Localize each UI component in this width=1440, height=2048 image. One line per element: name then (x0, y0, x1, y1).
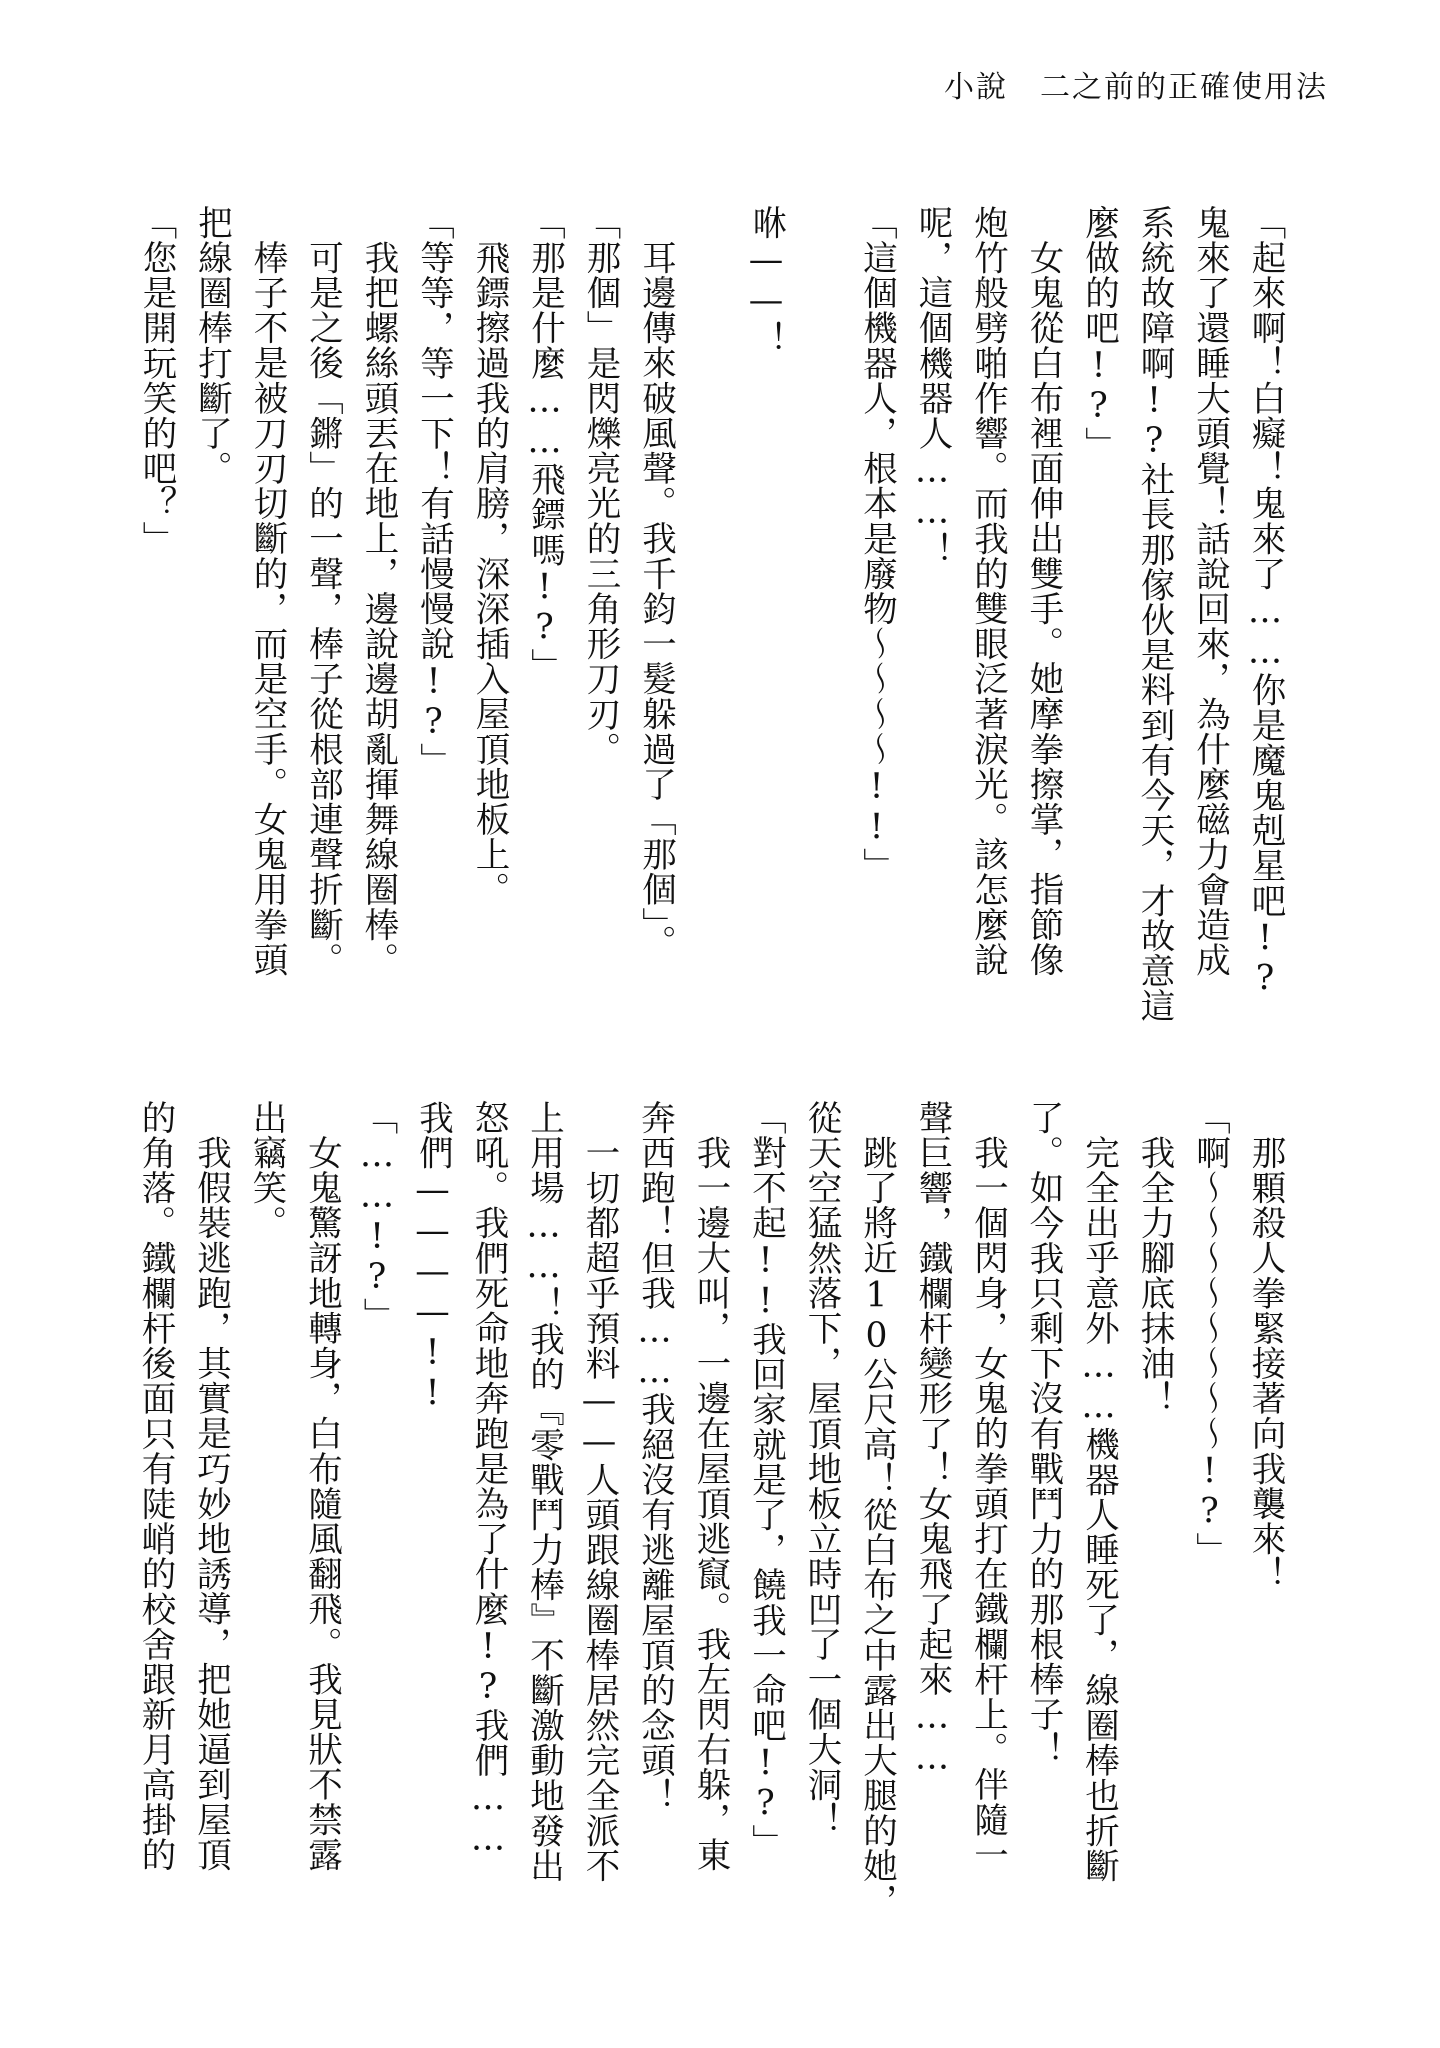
text-column: 從天空猛然落下，屋頂地板立時凹了一個大洞！ (801, 1100, 841, 1838)
text-column: 我把螺絲頭丟在地上，邊說邊胡亂揮舞線圈棒。 (358, 240, 398, 978)
text-column: 聲巨響，鐵欄杆變形了！女鬼飛了起來…… (912, 1100, 952, 1778)
text-column: 「您是開玩笑的吧？」 (136, 205, 176, 556)
text-column: 耳邊傳來破風聲。我千鈞一髮躲過了「那個」。 (635, 240, 676, 960)
text-column: 我一邊大叫，一邊在屋頂逃竄。我左閃右躲，東 (690, 1135, 730, 1873)
text-column: 麼做的吧!?」 (1078, 205, 1119, 462)
text-column: 鬼來了還睡大頭覺！話說回來，為什麼磁力會造成 (1189, 205, 1230, 978)
text-block-top (136, 205, 1292, 1065)
text-column: 「對不起!!我回家就是了，饒我一命吧!?」 (745, 1100, 786, 1860)
text-column: 呢，這個機器人……！ (912, 205, 952, 567)
text-column: 的角落。鐵欄杆後面只有陡峭的校舍跟新月高掛的 (135, 1100, 175, 1873)
text-column: 跳了將近10公尺高！從白布之中露出大腿的她， (856, 1135, 897, 1919)
text-column: 了。如今我只剩下沒有戰鬥力的那根棒子！ (1023, 1100, 1063, 1767)
text-column: 系統故障啊!?社長那傢伙是料到有今天，才故意這 (1134, 205, 1174, 1024)
text-column: 「這個機器人，根本是廢物～～～～!!」 (856, 205, 897, 883)
text-column: 一切都超乎預料——人頭跟線圈棒居然完全派不 (579, 1135, 619, 1884)
text-column: 可是之後「鏘」的一聲，棒子從根部連聲折斷。 (302, 240, 343, 978)
text-column: 我們————!! (412, 1100, 453, 1414)
text-column: 「那是什麼……飛鏢嗎!?」 (524, 205, 565, 684)
text-column: 上用場……！我的『零戰鬥力棒』不斷激動地發出 (523, 1100, 564, 1884)
text-column: 我假裝逃跑，其實是巧妙地誘導，把她逼到屋頂 (190, 1135, 231, 1873)
text-column: 「等等，等一下！有話慢慢說!?」 (413, 205, 454, 778)
text-column: 完全出乎意外……機器人睡死了，線圈棒也折斷 (1078, 1135, 1119, 1884)
text-column: 飛鏢擦過我的肩膀，深深插入屋頂地板上。 (469, 240, 509, 907)
text-column: 怒吼。我們死命地奔跑是為了什麼!?我們…… (468, 1100, 508, 1860)
text-column: 我一個閃身，女鬼的拳頭打在鐵欄杆上。伴隨一 (967, 1135, 1008, 1873)
sound-effect-column: 咻——！ (746, 205, 786, 357)
text-column: 「……!?」 (357, 1100, 397, 1333)
text-column: 女鬼從白布裡面伸出雙手。她摩拳擦掌，指節像 (1023, 240, 1063, 978)
text-column: 「那個」是閃爍亮光的三角形刀刃。 (580, 205, 620, 767)
text-column: 「啊～～～～～～～～!?」 (1189, 1100, 1230, 1568)
text-column: 炮竹般劈啪作響。而我的雙眼泛著淚光。該怎麼說 (967, 205, 1008, 978)
text-column: 「起來啊！白癡！鬼來了……你是魔鬼剋星吧!? (1245, 205, 1285, 1000)
text-block-bottom (135, 1100, 1292, 1960)
text-column: 棒子不是被刀刃切斷的，而是空手。女鬼用拳頭 (247, 240, 287, 978)
text-column: 奔西跑！但我……我絕沒有逃離屋頂的念頭！ (634, 1100, 675, 1813)
text-column: 我全力腳底抹油！ (1134, 1135, 1174, 1416)
running-header: 小說 二之前的正確使用法 (944, 70, 1328, 105)
text-column: 把線圈棒打斷了。 (191, 205, 232, 486)
text-column: 出竊笑。 (246, 1100, 286, 1241)
text-column: 那顆殺人拳緊接著向我襲來！ (1245, 1135, 1285, 1592)
text-column: 女鬼驚訝地轉身，白布隨風翻飛。我見狀不禁露 (301, 1135, 342, 1873)
